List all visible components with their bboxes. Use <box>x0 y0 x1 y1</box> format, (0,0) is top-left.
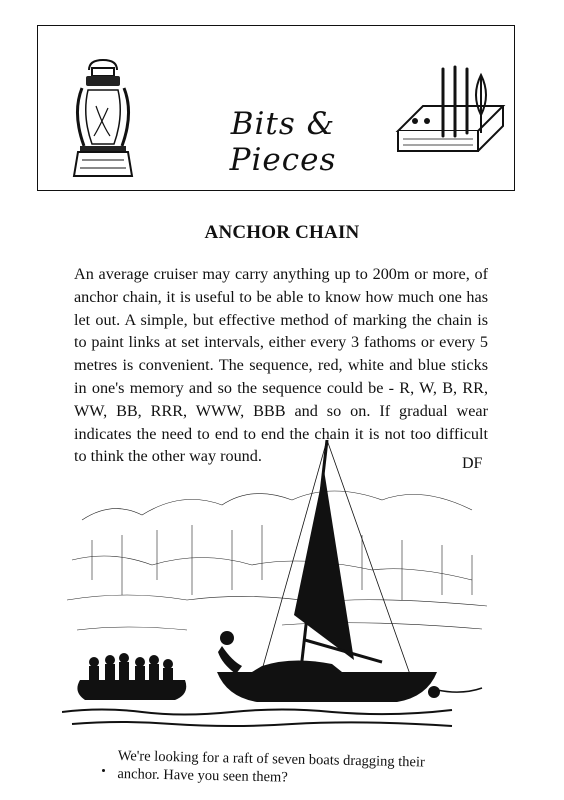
tool-rack-icon <box>393 61 508 171</box>
caption-bullet <box>102 769 105 772</box>
oil-lantern-icon <box>68 56 138 186</box>
cartoon-illustration <box>62 440 502 740</box>
author-initials: DF <box>462 455 483 472</box>
article-title: ANCHOR CHAIN <box>204 222 360 243</box>
header-banner <box>37 25 515 191</box>
cartoon-caption: We're looking for a raft of seven boats dragging their anchor. Have you seen them? <box>117 747 425 786</box>
header-title: Bits & Pieces <box>229 106 337 178</box>
article-body: An average cruiser may carry anything up to 200m or more, of anchor chain, it is useful to be able to know how much one has let out. A simple, but effective method of marking the chain is to paint links at set intervals, either every 3 fathoms or every 5 metres is convenient. The sequence, red, white and blue sticks in one's memory and so the sequence could be - R, W, B, RR, WW, BB, RRR, WWW, BBB and so on. If gradual wear indicates the need to end to end the chain it is not too difficult to think the other way round. <box>74 265 488 466</box>
